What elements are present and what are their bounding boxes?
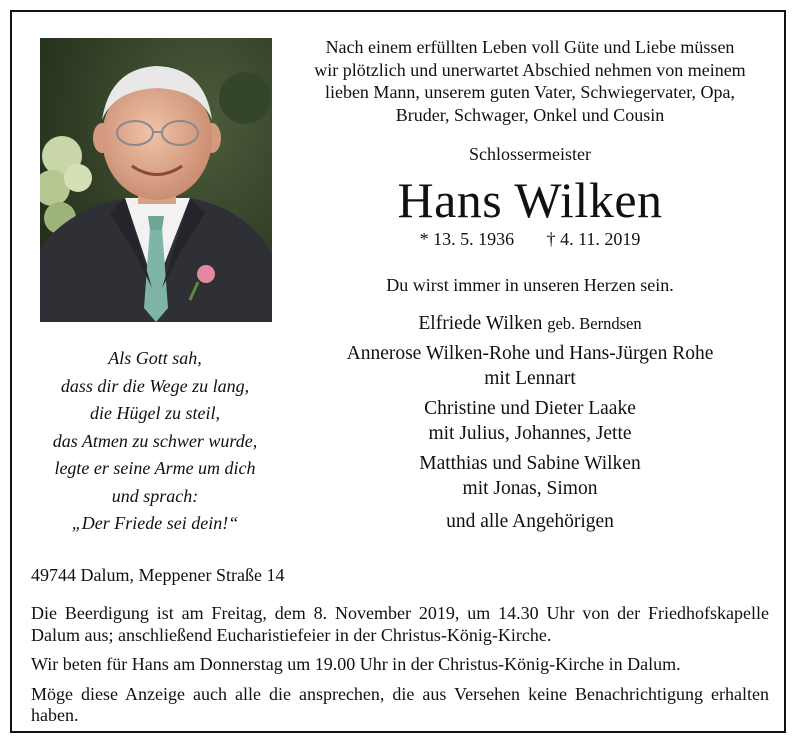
funeral-note: Die Beerdigung ist am Freitag, dem 8. November 2019, um 14.30 Uhr von der Friedhofskapelle Dalum aus; anschließend Eucharistiefeier in der Christus-König-Kirche.	[31, 603, 769, 645]
poem-line: das Atmen zu schwer wurde,	[52, 430, 258, 451]
mourner-line: mit Jonas, Simon	[462, 478, 598, 499]
intro-line: Bruder, Schwager, Onkel und Cousin	[395, 104, 665, 125]
profession: Schlossermeister	[469, 144, 591, 164]
deceased-name: Hans Wilken	[397, 172, 663, 228]
poem-line: die Hügel zu steil,	[90, 403, 220, 423]
intro-line: Nach einem erfüllten Leben voll Güte und Liebe müssen	[325, 37, 735, 57]
mourner-group	[285, 396, 775, 446]
mourner-group	[285, 341, 775, 391]
poem-line: „Der Friede sei dein!“	[71, 513, 239, 533]
mourner-group	[285, 311, 775, 336]
funeral-note: Wir beten für Hans am Donnerstag um 19.00 Uhr in der Christus-König-Kirche in Dalum.	[31, 654, 681, 674]
memorial-line: Du wirst immer in unseren Herzen sein.	[386, 275, 674, 295]
poem-line: legte er seine Arme um dich	[54, 458, 256, 478]
wife-maiden-name: geb. Berndsen	[547, 314, 642, 333]
poem	[30, 345, 280, 538]
mourner-line: Matthias und Sabine Wilken	[419, 453, 641, 474]
portrait-photo	[40, 38, 272, 322]
intro-line: lieben Mann, unserem guten Vater, Schwiegervater, Opa,	[324, 82, 736, 102]
wife-name: Elfriede Wilken	[418, 313, 543, 334]
mourners-list	[285, 311, 775, 539]
intro-line: wir plötzlich und unerwartet Abschied nehmen von meinem	[314, 59, 746, 80]
funeral-note: Möge diese Anzeige auch alle die ansprechen, die aus Versehen keine Benachrichtigung erhalten haben.	[31, 683, 769, 725]
death-date: † 4. 11. 2019	[546, 229, 641, 249]
family-address: 49744 Dalum, Meppener Straße 14	[31, 565, 285, 585]
mourner-line: Christine und Dieter Laake	[424, 398, 636, 419]
poem-line: Als Gott sah,	[108, 348, 202, 368]
mourner-line: mit Lennart	[484, 368, 576, 389]
mourner-group	[285, 451, 775, 501]
mourner-line: Annerose Wilken-Rohe und Hans-Jürgen Rohe	[346, 343, 714, 364]
birth-date: * 13. 5. 1936	[419, 229, 515, 249]
mourner-line: mit Julius, Johannes, Jette	[428, 423, 632, 444]
mourner-closing: und alle Angehörigen	[446, 511, 614, 532]
poem-line: und sprach:	[111, 485, 199, 506]
life-dates	[285, 229, 775, 250]
intro-text	[285, 36, 775, 126]
funeral-notes	[31, 603, 769, 735]
poem-line: dass dir die Wege zu lang,	[60, 375, 250, 396]
